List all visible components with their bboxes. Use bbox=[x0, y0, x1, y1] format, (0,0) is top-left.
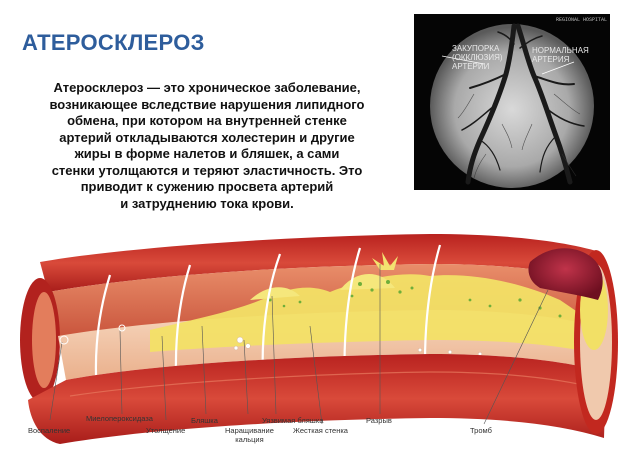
page-title: АТЕРОСКЛЕРОЗ bbox=[22, 30, 205, 55]
angiogram-image bbox=[414, 14, 610, 190]
normal-artery-label-line: НОРМАЛЬНАЯ bbox=[532, 46, 589, 55]
artery-diagram bbox=[0, 225, 621, 473]
label-thrombus: Тромб bbox=[470, 426, 492, 435]
label-plaque: Бляшка bbox=[191, 416, 218, 425]
description-line: артерий откладываются холестерин и другие bbox=[59, 129, 355, 145]
description-line: приводит к сужению просвета артерий bbox=[80, 179, 334, 194]
artery-left-opening-inner bbox=[32, 292, 56, 388]
label-rigid-wall: Жесткая стенка bbox=[293, 426, 348, 435]
description-line: и затруднению тока крови. bbox=[120, 195, 294, 211]
occlusion-label-line: ЗАКУПОРКА bbox=[452, 44, 500, 53]
hospital-watermark: REGIONAL HOSPITAL bbox=[556, 17, 608, 23]
description-line: Атеросклероз — это хроническое заболевание, bbox=[53, 80, 361, 95]
occlusion-label-line: АРТЕРИИ bbox=[452, 62, 490, 71]
label-calcium-line: кальция bbox=[235, 435, 264, 444]
label-rupture: Разрыв bbox=[366, 416, 392, 425]
normal-artery-label-line: АРТЕРИЯ bbox=[532, 55, 570, 64]
description-line: жиры в форме налетов и бляшек, а сами bbox=[74, 146, 340, 161]
angiogram-graphic bbox=[414, 14, 610, 190]
label-calcium-line: Наращивание bbox=[225, 426, 274, 435]
normal-artery-label bbox=[532, 46, 589, 64]
label-myeloperoxidase: Миелопероксидаза bbox=[86, 414, 153, 423]
label-thickening: Утолщение bbox=[146, 426, 186, 435]
label-vulnerable-plaque: Уязвимая бляшка bbox=[262, 416, 324, 425]
occlusion-label bbox=[452, 44, 503, 71]
description-line: стенки утолщаются и теряют эластичность. Это bbox=[51, 162, 363, 178]
description-text bbox=[12, 80, 402, 212]
label-calcium bbox=[225, 426, 274, 444]
occlusion-label-line: (ОККЛЮЗИЯ) bbox=[452, 53, 503, 62]
description-line: обмена, при котором на внутренней стенке bbox=[67, 113, 347, 128]
description-line: возникающее вследствие нарушения липидного bbox=[49, 96, 365, 112]
label-inflammation: Воспаление bbox=[28, 426, 71, 435]
